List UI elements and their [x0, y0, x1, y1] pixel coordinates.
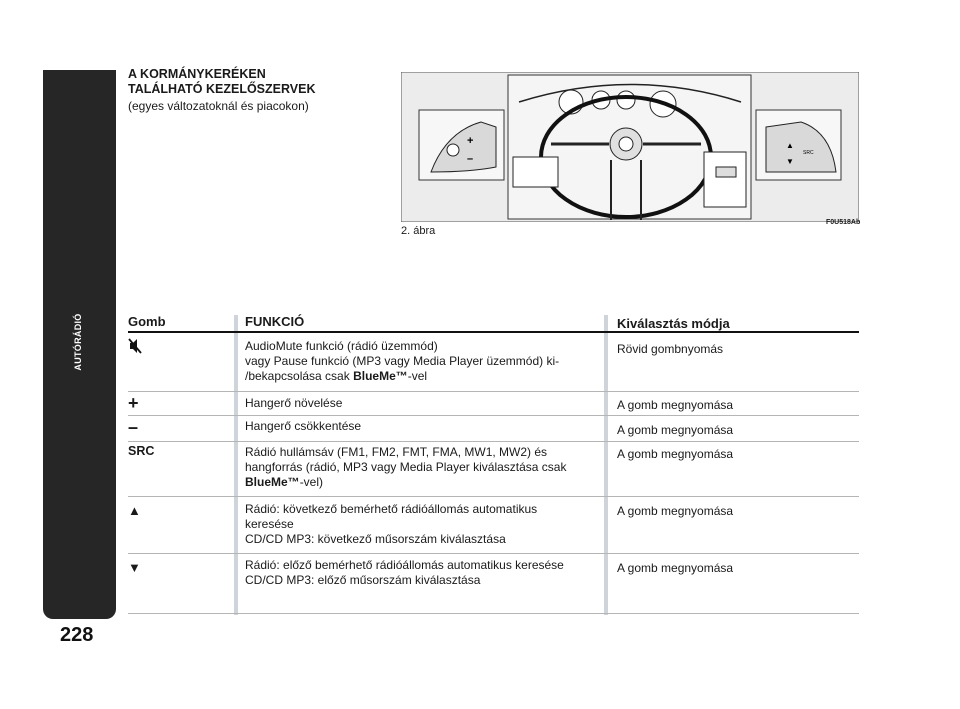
row-divider: [128, 415, 859, 416]
row5-function: [245, 502, 600, 547]
row-divider: [128, 441, 859, 442]
down-triangle-icon: ▼: [128, 560, 141, 575]
row5-function-line3: CD/CD MP3: következő műsorszám kiválasztása: [245, 532, 506, 546]
row5-mode: A gomb megnyomása: [617, 504, 734, 518]
row1-mode: Rövid gombnyomás: [617, 342, 724, 356]
row-divider: [128, 391, 859, 392]
header-function: FUNKCIÓ: [245, 314, 305, 329]
header-mode: Kiválasztás módja: [617, 316, 730, 331]
section-subtitle: (egyes változatoknál és piacokon): [128, 99, 309, 113]
row3-mode: A gomb megnyomása: [617, 423, 734, 437]
row2-mode: A gomb megnyomása: [617, 398, 734, 412]
column-separator-2: [604, 315, 608, 615]
src-label: SRC: [128, 444, 155, 458]
row4-function-line1: Rádió hullámsáv (FM1, FM2, FMT, FMA, MW1, MW2) és: [245, 445, 548, 459]
column-separator-1: [234, 315, 238, 615]
row-divider: [128, 496, 859, 497]
header-button: Gomb: [128, 314, 166, 329]
row6-function: [245, 558, 600, 588]
row6-mode: A gomb megnyomása: [617, 561, 734, 575]
figure-src-label: SRC: [803, 150, 814, 156]
mute-speaker-icon: [128, 338, 142, 354]
plus-icon: +: [128, 393, 139, 413]
row3-function: Hangerő csökkentése: [245, 419, 362, 433]
row5-function-line1: Rádió: következő bemérhető rádióállomás automatikus: [245, 502, 538, 516]
section-title: [128, 67, 316, 97]
row6-function-line1: Rádió: előző bemérhető rádióállomás automatikus keresése: [245, 558, 564, 572]
svg-text:–: –: [467, 153, 474, 165]
row4-function-line2: hangforrás (rádió, MP3 vagy Media Player kiválasztása csak: [245, 460, 567, 474]
row1-function-line2: vagy Pause funkció (MP3 vagy Media Player üzemmód) ki-: [245, 354, 560, 368]
steering-wheel-figure: [401, 72, 859, 222]
up-triangle-icon: ▲: [128, 503, 141, 518]
figure-caption: 2. ábra: [401, 225, 436, 237]
figure-code: F0U518Ab: [826, 219, 861, 226]
row-divider: [128, 553, 859, 554]
chapter-label: AUTÓRÁDIÓ: [73, 313, 83, 371]
svg-text:▼: ▼: [786, 157, 794, 166]
page-number: 228: [60, 624, 94, 646]
row4-function: [245, 445, 600, 490]
header-rule: [128, 331, 859, 333]
row-divider: [128, 613, 859, 614]
minus-icon: –: [128, 417, 139, 437]
svg-text:+: +: [467, 135, 474, 147]
section-title-line2: TALÁLHATÓ KEZELŐSZERVEK: [128, 82, 316, 96]
row1-function: [245, 339, 600, 384]
row4-mode: A gomb megnyomása: [617, 447, 734, 461]
svg-text:▲: ▲: [786, 141, 794, 150]
row5-function-line2: keresése: [245, 517, 294, 531]
row2-function: Hangerő növelése: [245, 396, 343, 410]
section-title-line1: A KORMÁNYKERÉKEN: [128, 67, 266, 81]
row1-function-line3: /bekapcsolása csak BlueMe™-vel: [245, 369, 428, 383]
row1-function-line1: AudioMute funkció (rádió üzemmód): [245, 339, 438, 353]
row6-function-line2: CD/CD MP3: előző műsorszám kiválasztása: [245, 573, 481, 587]
row4-function-line3: BlueMe™-vel): [245, 475, 324, 489]
